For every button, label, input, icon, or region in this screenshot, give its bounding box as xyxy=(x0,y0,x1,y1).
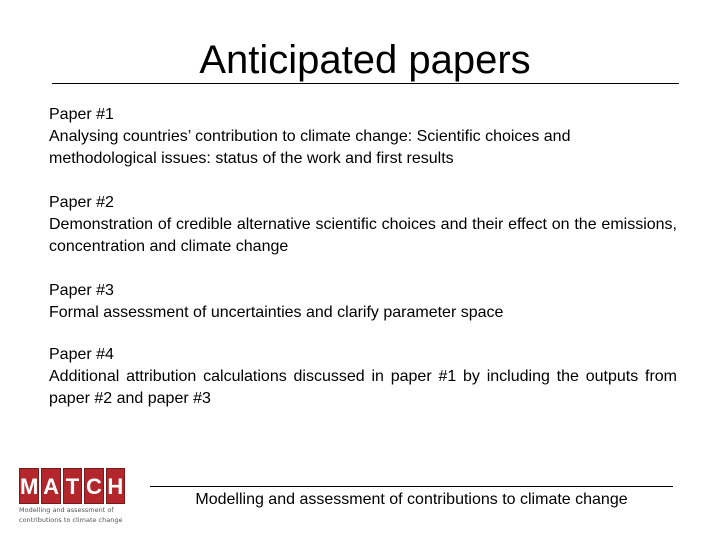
logo-letters xyxy=(19,468,125,504)
paper-item-3 xyxy=(49,280,677,324)
logo-letter-c: C xyxy=(84,468,103,504)
paper-item-1 xyxy=(49,104,677,170)
paper-description: Additional attribution calculations discussed in paper #1 by including the outputs from paper #2 and paper #3 xyxy=(49,368,677,407)
footer-rule xyxy=(150,486,673,487)
logo-letter-t: T xyxy=(63,468,82,504)
paper-item-2 xyxy=(49,192,677,258)
slide-title: Anticipated papers xyxy=(199,38,531,82)
logo-subtitle-line-2: contributions to climate change xyxy=(19,516,123,524)
paper-heading: Paper #1 xyxy=(49,106,114,123)
logo-subtitle-line-1: Modelling and assessment of xyxy=(19,506,114,514)
paper-description: Analysing countries’ contribution to climate change: Scientific choices and methodological issues: status of the work and first results xyxy=(49,128,571,167)
paper-item-4 xyxy=(49,344,677,410)
paper-description: Formal assessment of uncertainties and clarify parameter space xyxy=(49,304,504,321)
paper-heading: Paper #4 xyxy=(49,346,114,363)
paper-description: Demonstration of credible alternative scientific choices and their effect on the emissions, concentration and climate change xyxy=(49,216,677,255)
logo-letter-m: M xyxy=(19,468,39,504)
footer-text: Modelling and assessment of contributions to climate change xyxy=(195,491,628,508)
title-underline xyxy=(52,83,679,84)
logo-letter-a: A xyxy=(41,468,60,504)
paper-heading: Paper #2 xyxy=(49,194,114,211)
paper-heading: Paper #3 xyxy=(49,282,114,299)
logo-letter-h: H xyxy=(106,468,125,504)
match-logo xyxy=(19,468,125,524)
